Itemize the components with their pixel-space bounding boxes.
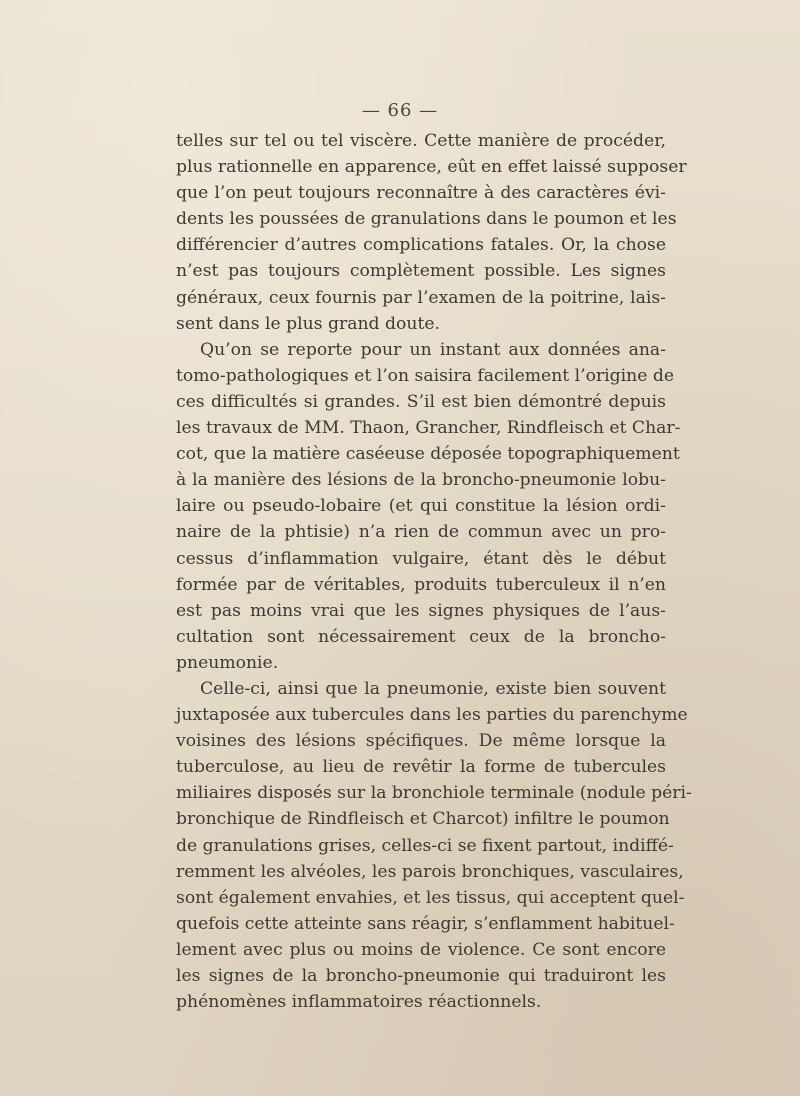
text-line: Celle-ci, ainsi que la pneumonie, existe bien souvent bbox=[200, 678, 666, 699]
text-line: miliaires disposés sur la bronchiole terminale (nodule péri- bbox=[176, 783, 692, 804]
text-line: voisines des lésions spécifiques. De même lorsque la bbox=[176, 731, 666, 752]
paragraph bbox=[176, 337, 681, 676]
text-line: juxtaposée aux tubercules dans les parties du parenchyme bbox=[176, 705, 688, 726]
text-line: ces difficultés si grandes. S’il est bien démontré depuis bbox=[176, 391, 666, 412]
text-line: cessus d’inflammation vulgaire, étant dès le début bbox=[176, 548, 666, 569]
text-line: à la manière des lésions de la broncho-pneumonie lobu- bbox=[176, 470, 666, 491]
paragraph bbox=[176, 128, 687, 337]
text-line: laire ou pseudo-lobaire (et qui constitue la lésion ordi- bbox=[176, 496, 666, 517]
text-line: telles sur tel ou tel viscère. Cette manière de procéder, bbox=[176, 131, 666, 151]
text-line: que l’on peut toujours reconnaître à des caractères évi- bbox=[176, 183, 666, 204]
text-line: lement avec plus ou moins de violence. Ce sont encore bbox=[176, 939, 666, 960]
text-line: est pas moins vrai que les signes physiques de l’aus- bbox=[176, 600, 666, 621]
text-line: de granulations grises, celles-ci se fixent partout, indiffé- bbox=[176, 835, 674, 856]
text-line: dents les poussées de granulations dans le poumon et les bbox=[176, 209, 677, 230]
text-line: phénomènes inflammatoires réactionnels. bbox=[176, 992, 542, 1013]
text-line: quefois cette atteinte sans réagir, s’enflamment habituel- bbox=[176, 913, 675, 934]
text-line: sont également envahies, et les tissus, qui acceptent quel- bbox=[176, 887, 685, 908]
text-line: généraux, ceux fournis par l’examen de la poitrine, lais- bbox=[176, 287, 666, 308]
text-line: Qu’on se reporte pour un instant aux données ana- bbox=[200, 339, 666, 360]
text-line: n’est pas toujours complètement possible. Les signes bbox=[176, 261, 666, 282]
text-line: pneumonie. bbox=[176, 652, 279, 673]
paragraph bbox=[176, 676, 692, 1015]
text-line: formée par de véritables, produits tuberculeux il n’en bbox=[176, 574, 666, 595]
page-number: — 66 — bbox=[361, 100, 439, 121]
text-line: tuberculose, au lieu de revêtir la forme de tubercules bbox=[176, 757, 666, 778]
text-line: remment les alvéoles, les parois bronchiques, vasculaires, bbox=[176, 861, 684, 882]
text-line: les travaux de MM. Thaon, Grancher, Rindfleisch et Char- bbox=[176, 418, 681, 439]
body-text bbox=[176, 128, 692, 1015]
text-line: naire de la phtisie) n’a rien de commun avec un pro- bbox=[176, 522, 666, 543]
text-line: plus rationnelle en apparence, eût en effet laissé supposer bbox=[176, 157, 687, 178]
text-line: bronchique de Rindfleisch et Charcot) infiltre le poumon bbox=[176, 809, 670, 830]
text-line: différencier d’autres complications fatales. Or, la chose bbox=[176, 235, 666, 256]
text-line: cultation sont nécessairement ceux de la broncho- bbox=[176, 626, 666, 647]
text-line: les signes de la broncho-pneumonie qui traduiront les bbox=[176, 966, 666, 986]
text-line: tomo-pathologiques et l’on saisira facilement l’origine de bbox=[176, 365, 675, 386]
text-line: cot, que la matière caséeuse déposée topographiquement bbox=[176, 444, 680, 465]
text-line: sent dans le plus grand doute. bbox=[176, 313, 440, 334]
